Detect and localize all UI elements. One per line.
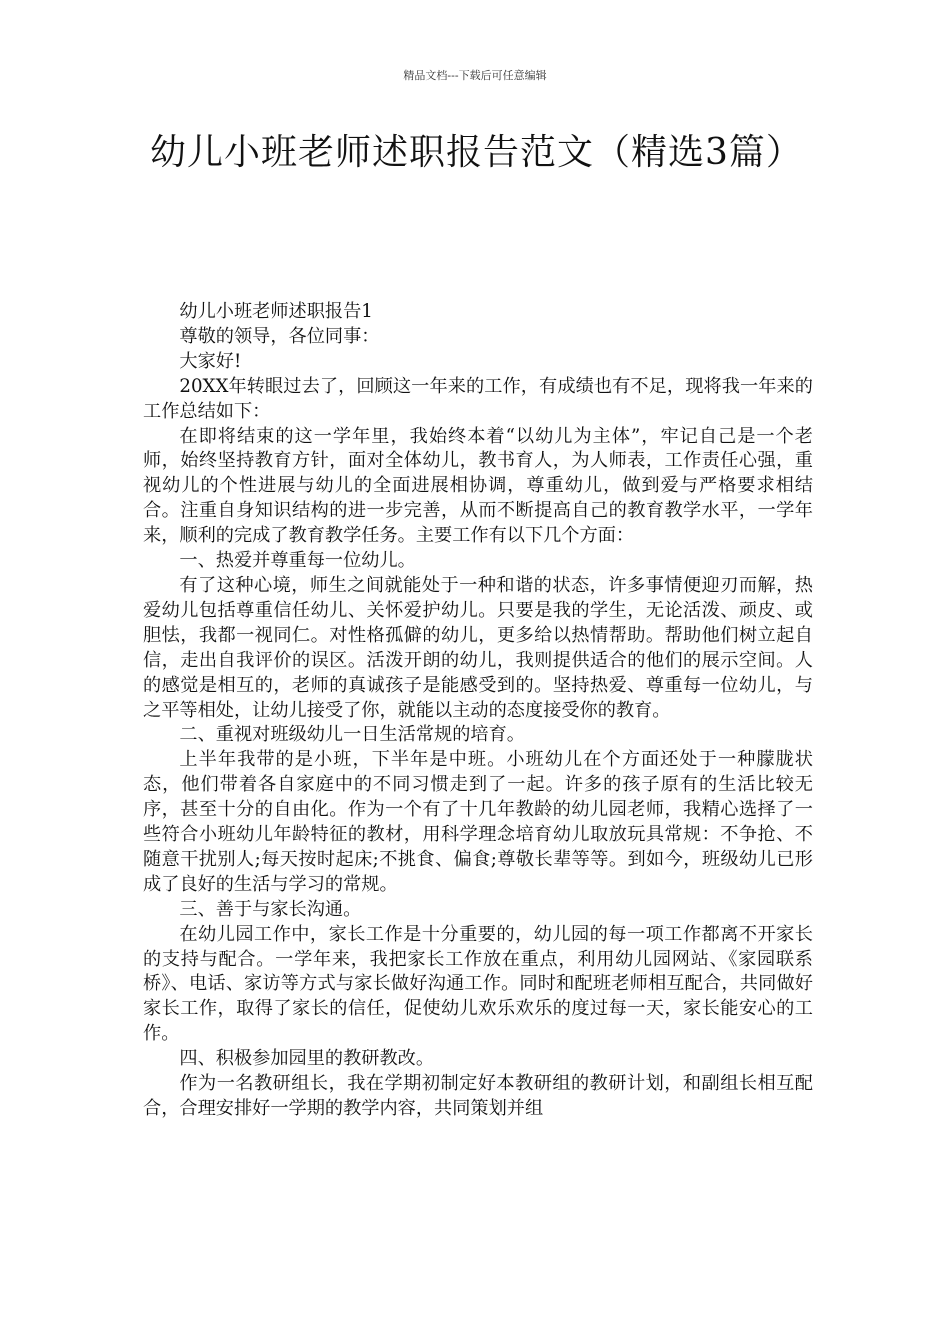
- paragraph: 在幼儿园工作中，家长工作是十分重要的，幼儿园的每一项工作都离不开家长的支持与配合。一学年来，我把家长工作放在重点，利用幼儿园网站、《家园联系桥》、电话、家访等方式与家长做好沟通工作。同时和配班老师相互配合，共同做好家长工作，取得了家长的信任，促使幼儿欢乐欢乐的度过每一天，家长能安心的工作。: [143, 923, 813, 1045]
- section-heading: 三、善于与家长沟通。: [179, 898, 362, 920]
- section-heading: 四、积极参加园里的教研教改。: [179, 1048, 435, 1070]
- paragraph: 20XX年转眼过去了，回顾这一年来的工作，有成绩也有不足，现将我一年来的工作总结如下：: [143, 375, 813, 422]
- paragraph: 作为一名教研组长，我在学期初制定好本教研组的教研计划，和副组长相互配合，合理安排好一学期的教学内容，共同策划并组: [143, 1073, 813, 1119]
- paragraph: 有了这种心境，师生之间就能处于一种和谐的状态，许多事情便迎刃而解，热爱幼儿包括尊重信任幼儿、关怀爱护幼儿。只要是我的学生，无论活泼、顽皮、或胆怯，我都一视同仁。对性格孤僻的幼儿，更多给以热情帮助。帮助他们树立起自信，走出自我评价的误区。活泼开朗的幼儿，我则提供适合的他们的展示空间。人的感觉是相互的，老师的真诚孩子是能感受到的。坚持热爱、尊重每一位幼儿，与之平等相处，让幼儿接受了你，就能以主动的态度接受你的教育。: [143, 574, 813, 721]
- paragraph: 幼儿小班老师述职报告1: [179, 301, 373, 322]
- section-heading: 二、重视对班级幼儿一日生活常规的培育。: [179, 724, 525, 746]
- paragraph: 尊敬的领导，各位同事：: [179, 325, 380, 347]
- paragraph: 在即将结束的这一学年里，我始终本着“以幼儿为主体”，牢记自己是一个老师，始终坚持教育方针，面对全体幼儿，教书育人，为人师表，工作责任心强，重视幼儿的个性进展与幼儿的全面进展相协调，尊重幼儿，做到爱与严格要求相结合。注重自身知识结构的进一步完善，从而不断提高自己的教育教学水平，一学年来，顺利的完成了教育教学任务。主要工作有以下几个方面：: [143, 425, 813, 547]
- paragraph: 上半年我带的是小班，下半年是中班。小班幼儿在个方面还处于一种朦胧状态，他们带着各自家庭中的不同习惯走到了一起。许多的孩子原有的生活比较无序，甚至十分的自由化。作为一个有了十几年教龄的幼儿园老师，我精心选择了一些符合小班幼儿年龄特征的教材，用科学理念培育幼儿取放玩具常规：不争抢、不随意干扰别人;每天按时起床;不挑食、偏食;尊敬长辈等等。到如今，班级幼儿已形成了良好的生活与学习的常规。: [143, 749, 813, 895]
- document-title: 幼儿小班老师述职报告范文（精选3篇）: [150, 132, 803, 173]
- paragraph: 大家好!: [179, 350, 242, 372]
- section-heading: 一、热爱并尊重每一位幼儿。: [179, 550, 416, 572]
- document-body: [143, 300, 813, 1122]
- header-note: 精品文档---下载后可任意编辑: [403, 69, 547, 82]
